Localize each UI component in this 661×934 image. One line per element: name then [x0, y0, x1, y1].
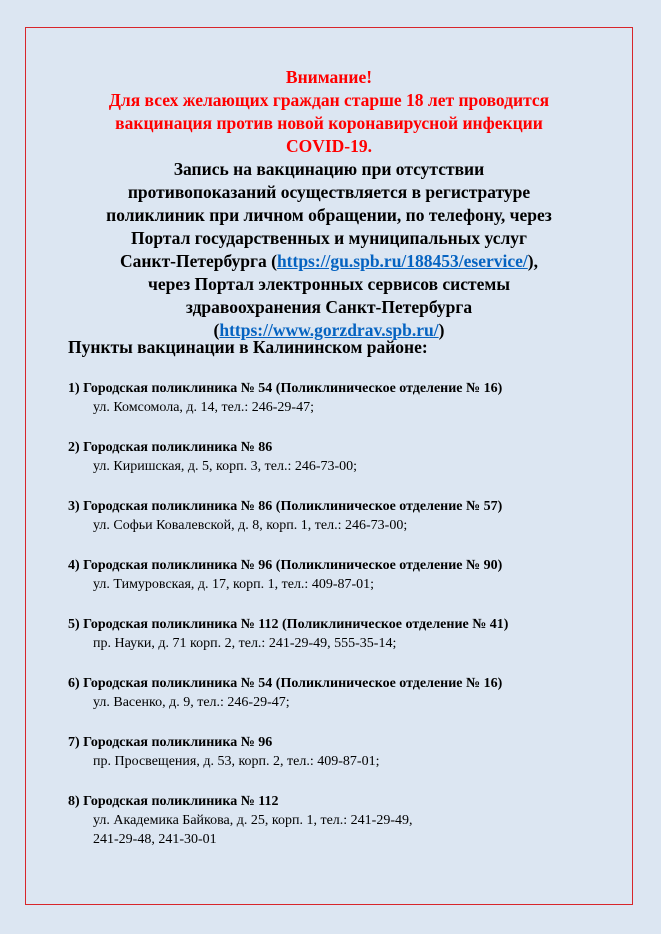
- info-text: ),: [527, 251, 538, 271]
- clinic-address: ул. Тимуровская, д. 17, корп. 1, тел.: 409-87-01;: [93, 577, 375, 592]
- info-text: (: [213, 320, 220, 340]
- list-item: [68, 615, 598, 653]
- clinic-name: 3) Городская поликлиника № 86 (Поликлиническое отделение № 57): [68, 499, 503, 514]
- list-item: [68, 733, 598, 771]
- announcement-line: COVID-19.: [285, 136, 373, 156]
- info-line: поликлиник при личном обращении, по телефону, через: [106, 205, 552, 225]
- list-item: [68, 438, 598, 476]
- list-item: [68, 556, 598, 594]
- gorzdrav-link[interactable]: https://www.gorzdrav.spb.ru/: [219, 320, 439, 340]
- announcement-line: вакцинация против новой коронавирусной инфекции: [115, 113, 543, 133]
- clinic-name: 7) Городская поликлиника № 96: [68, 735, 273, 750]
- list-item: [68, 792, 598, 849]
- clinic-name: 5) Городская поликлиника № 112 (Поликлиническое отделение № 41): [68, 617, 509, 632]
- info-text: ): [438, 320, 445, 340]
- clinic-address: пр. Науки, д. 71 корп. 2, тел.: 241-29-49, 555-35-14;: [93, 636, 397, 651]
- info-line: Запись на вакцинацию при отсутствии: [173, 159, 485, 179]
- clinic-name: 2) Городская поликлиника № 86: [68, 440, 273, 455]
- header-block: [26, 66, 632, 342]
- info-text: Санкт-Петербурга (: [120, 251, 277, 271]
- clinic-address: ул. Киришская, д. 5, корп. 3, тел.: 246-73-00;: [93, 459, 358, 474]
- info-line: Портал государственных и муниципальных услуг: [131, 228, 527, 248]
- info-line: через Портал электронных сервисов системы: [148, 274, 510, 294]
- attention-title: Внимание!: [285, 67, 373, 87]
- clinic-name: 1) Городская поликлиника № 54 (Поликлиническое отделение № 16): [68, 381, 503, 396]
- section-title: Пункты вакцинации в Калининском районе:: [68, 337, 428, 357]
- gu-spb-link[interactable]: https://gu.spb.ru/188453/eservice/: [276, 251, 528, 271]
- list-item: [68, 674, 598, 712]
- registration-info: [26, 158, 632, 342]
- clinic-name: 6) Городская поликлиника № 54 (Поликлиническое отделение № 16): [68, 676, 503, 691]
- clinic-name: 4) Городская поликлиника № 96 (Поликлиническое отделение № 90): [68, 558, 503, 573]
- clinic-address: ул. Софьи Ковалевской, д. 8, корп. 1, тел.: 246-73-00;: [93, 518, 408, 533]
- vaccination-points-list: [68, 379, 598, 870]
- clinic-address: 241-29-48, 241-30-01: [93, 832, 217, 847]
- list-item: [68, 379, 598, 417]
- announcement-line: Для всех желающих граждан старше 18 лет проводится: [108, 90, 550, 110]
- clinic-address: ул. Академика Байкова, д. 25, корп. 1, тел.: 241-29-49,: [93, 813, 413, 828]
- clinic-address: пр. Просвещения, д. 53, корп. 2, тел.: 409-87-01;: [93, 754, 380, 769]
- clinic-address: ул. Комсомола, д. 14, тел.: 246-29-47;: [93, 400, 314, 415]
- info-line: здравоохранения Санкт-Петербурга: [185, 297, 473, 317]
- clinic-name: 8) Городская поликлиника № 112: [68, 794, 279, 809]
- list-item: [68, 497, 598, 535]
- info-line: [74, 250, 584, 273]
- clinic-address: ул. Васенко, д. 9, тел.: 246-29-47;: [93, 695, 290, 710]
- info-line: противопоказаний осуществляется в регистратуре: [127, 182, 531, 202]
